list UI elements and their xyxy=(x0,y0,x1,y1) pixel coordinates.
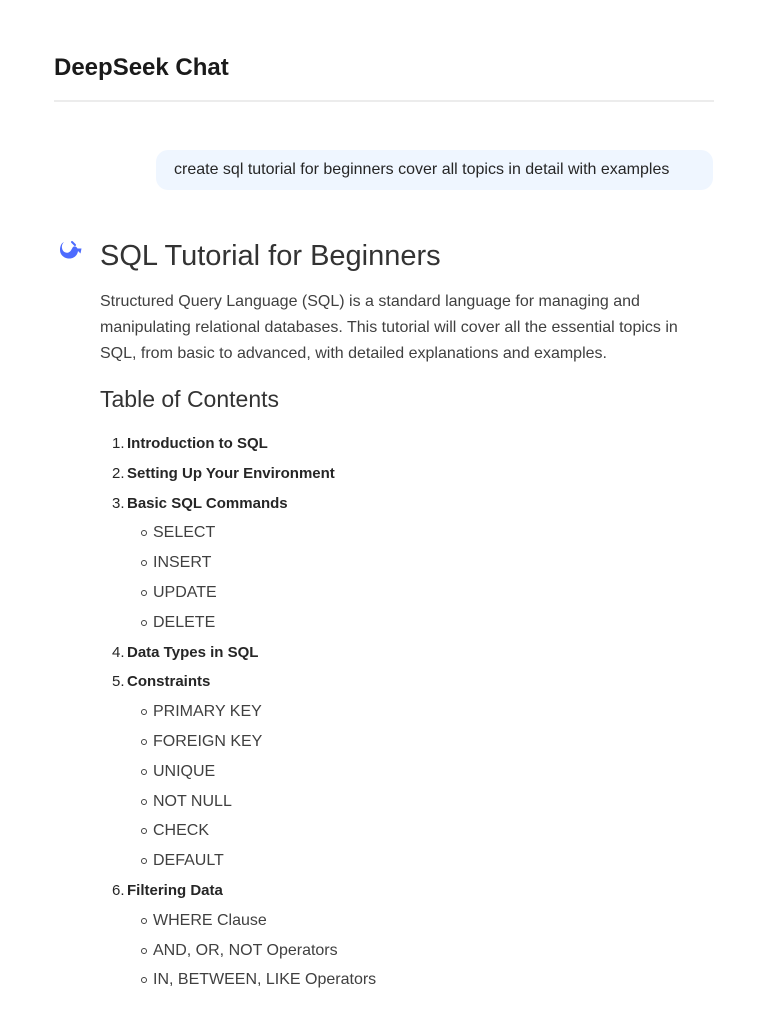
toc-item-number: 1. xyxy=(112,435,125,452)
circle-bullet-icon xyxy=(141,828,147,834)
circle-bullet-icon xyxy=(141,530,147,536)
toc-sublist xyxy=(127,518,710,637)
toc-subitem xyxy=(127,548,710,578)
toc-item xyxy=(100,429,710,459)
header-divider xyxy=(54,100,714,102)
toc-subitem-label: DEFAULT xyxy=(153,852,224,870)
toc-sublist xyxy=(127,697,710,876)
toc-subitem-label: PRIMARY KEY xyxy=(153,703,262,721)
toc-item-number: 3. xyxy=(112,494,125,512)
toc-subitem-label: UPDATE xyxy=(153,583,217,601)
toc-item-label: Constraints xyxy=(127,673,211,691)
toc-item-number: 6. xyxy=(112,881,125,899)
assistant-response xyxy=(100,230,710,989)
toc-subitem xyxy=(127,578,710,608)
toc-subitem xyxy=(127,518,710,548)
toc-subitem xyxy=(127,906,710,936)
toc-subitem xyxy=(127,965,710,995)
toc-list xyxy=(100,429,710,995)
toc-subitem-label: UNIQUE xyxy=(153,762,216,780)
toc-subitem-label: WHERE Clause xyxy=(153,911,267,929)
toc-item-number: 4. xyxy=(112,643,125,661)
toc-sublist xyxy=(127,906,710,995)
toc-subitem xyxy=(127,757,710,787)
toc-item-label: Filtering Data xyxy=(127,881,223,899)
toc-item xyxy=(100,638,710,668)
toc-subitem xyxy=(127,816,710,846)
circle-bullet-icon xyxy=(141,769,147,775)
toc-subitem xyxy=(127,697,710,727)
toc-item xyxy=(100,489,710,638)
circle-bullet-icon xyxy=(141,858,147,864)
toc-subitem-label: AND, OR, NOT Operators xyxy=(153,941,338,959)
toc-subitem-label: NOT NULL xyxy=(153,792,232,810)
circle-bullet-icon xyxy=(141,948,147,954)
toc-item-label: Introduction to SQL xyxy=(127,435,268,452)
circle-bullet-icon xyxy=(141,560,147,566)
toc-subitem xyxy=(127,936,710,966)
toc-item-label: Data Types in SQL xyxy=(127,643,259,661)
circle-bullet-icon xyxy=(141,918,147,924)
toc-item-label: Basic SQL Commands xyxy=(127,494,288,512)
intro-paragraph: Structured Query Language (SQL) is a standard language for managing and manipulating relational databases. This tutorial will cover all the essential topics in SQL, from basic to advanced, with detailed explanations and examples. xyxy=(100,293,678,362)
toc-item xyxy=(100,667,710,876)
circle-bullet-icon xyxy=(141,709,147,715)
toc-subitem xyxy=(127,787,710,817)
circle-bullet-icon xyxy=(141,739,147,745)
toc-subitem-label: IN, BETWEEN, LIKE Operators xyxy=(153,971,377,989)
toc-item xyxy=(100,876,710,995)
toc-item-number: 5. xyxy=(112,673,125,691)
toc-heading: Table of Contents xyxy=(100,386,280,412)
app-title: DeepSeek Chat xyxy=(54,54,229,81)
circle-bullet-icon xyxy=(141,590,147,596)
article-title: SQL Tutorial for Beginners xyxy=(100,240,441,272)
toc-subitem-label: SELECT xyxy=(153,524,216,542)
toc-subitem xyxy=(127,608,710,638)
toc-item-label: Setting Up Your Environment xyxy=(127,464,335,482)
toc-subitem xyxy=(127,727,710,757)
toc-item-number: 2. xyxy=(112,464,125,482)
toc-subitem-label: FOREIGN KEY xyxy=(153,732,263,750)
deepseek-whale-icon xyxy=(57,238,83,262)
toc-subitem xyxy=(127,846,710,876)
toc-item xyxy=(100,459,710,489)
user-message-bubble: create sql tutorial for beginners cover all topics in detail with examples xyxy=(156,150,713,190)
circle-bullet-icon xyxy=(141,620,147,626)
toc-subitem-label: CHECK xyxy=(153,822,210,840)
toc-subitem-label: INSERT xyxy=(153,554,212,572)
circle-bullet-icon xyxy=(141,977,147,983)
toc-subitem-label: DELETE xyxy=(153,613,216,631)
circle-bullet-icon xyxy=(141,799,147,805)
